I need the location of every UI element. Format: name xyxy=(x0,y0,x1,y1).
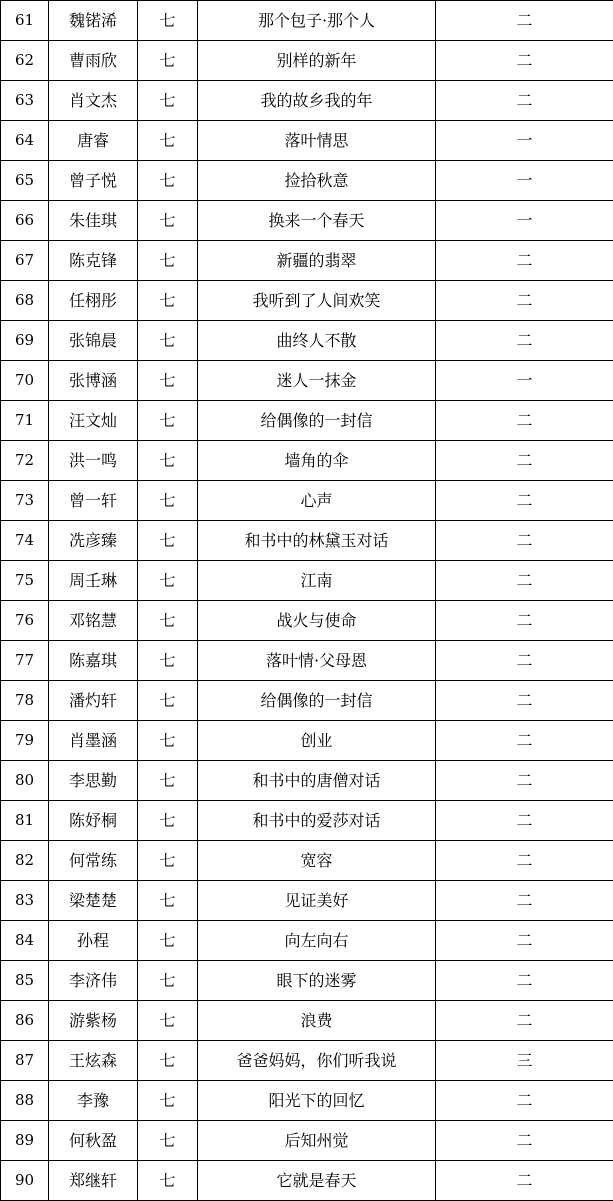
table-row xyxy=(1,961,613,1001)
cell-grade: 七 xyxy=(138,561,198,601)
cell-row-number: 89 xyxy=(1,1121,49,1161)
cell-row-number: 61 xyxy=(1,1,49,41)
cell-grade: 七 xyxy=(138,241,198,281)
cell-award: 一 xyxy=(436,121,613,161)
cell-row-number: 81 xyxy=(1,801,49,841)
cell-grade: 七 xyxy=(138,201,198,241)
cell-award: 二 xyxy=(436,81,613,121)
award-list-body xyxy=(1,1,613,1201)
cell-row-number: 74 xyxy=(1,521,49,561)
cell-award: 二 xyxy=(436,41,613,81)
cell-award: 二 xyxy=(436,441,613,481)
table-row xyxy=(1,201,613,241)
cell-award: 二 xyxy=(436,641,613,681)
cell-title: 我听到了人间欢笑 xyxy=(198,281,436,321)
cell-title: 战火与使命 xyxy=(198,601,436,641)
cell-award: 二 xyxy=(436,841,613,881)
cell-award: 二 xyxy=(436,1,613,41)
table-row xyxy=(1,1121,613,1161)
cell-title: 换来一个春天 xyxy=(198,201,436,241)
cell-name: 郑继轩 xyxy=(49,1161,138,1201)
cell-award: 二 xyxy=(436,1001,613,1041)
cell-title: 阳光下的回忆 xyxy=(198,1081,436,1121)
table-row xyxy=(1,681,613,721)
cell-name: 陈嘉琪 xyxy=(49,641,138,681)
cell-name: 朱佳琪 xyxy=(49,201,138,241)
cell-name: 曾子悦 xyxy=(49,161,138,201)
cell-grade: 七 xyxy=(138,361,198,401)
cell-title: 江南 xyxy=(198,561,436,601)
cell-row-number: 63 xyxy=(1,81,49,121)
cell-row-number: 67 xyxy=(1,241,49,281)
cell-award: 二 xyxy=(436,281,613,321)
cell-title: 给偶像的一封信 xyxy=(198,401,436,441)
cell-name: 何常练 xyxy=(49,841,138,881)
cell-row-number: 83 xyxy=(1,881,49,921)
cell-award: 一 xyxy=(436,161,613,201)
cell-name: 陈克锋 xyxy=(49,241,138,281)
table-row xyxy=(1,761,613,801)
cell-award: 二 xyxy=(436,721,613,761)
cell-award: 二 xyxy=(436,401,613,441)
table-row xyxy=(1,1041,613,1081)
table-row xyxy=(1,521,613,561)
cell-award: 二 xyxy=(436,681,613,721)
cell-award: 一 xyxy=(436,201,613,241)
cell-name: 梁楚楚 xyxy=(49,881,138,921)
cell-row-number: 82 xyxy=(1,841,49,881)
cell-name: 任栩彤 xyxy=(49,281,138,321)
cell-grade: 七 xyxy=(138,81,198,121)
cell-title: 我的故乡我的年 xyxy=(198,81,436,121)
cell-award: 二 xyxy=(436,1121,613,1161)
table-row xyxy=(1,441,613,481)
cell-title: 眼下的迷雾 xyxy=(198,961,436,1001)
cell-row-number: 90 xyxy=(1,1161,49,1201)
table-row xyxy=(1,1161,613,1201)
table-row xyxy=(1,481,613,521)
cell-award: 二 xyxy=(436,881,613,921)
cell-title: 浪费 xyxy=(198,1001,436,1041)
cell-title: 墙角的伞 xyxy=(198,441,436,481)
cell-award: 二 xyxy=(436,561,613,601)
table-row xyxy=(1,641,613,681)
cell-grade: 七 xyxy=(138,401,198,441)
cell-row-number: 68 xyxy=(1,281,49,321)
cell-name: 汪文灿 xyxy=(49,401,138,441)
cell-grade: 七 xyxy=(138,1161,198,1201)
cell-name: 张锦晨 xyxy=(49,321,138,361)
cell-grade: 七 xyxy=(138,481,198,521)
cell-award: 二 xyxy=(436,521,613,561)
cell-title: 爸爸妈妈，你们听我说 xyxy=(198,1041,436,1081)
cell-row-number: 85 xyxy=(1,961,49,1001)
cell-grade: 七 xyxy=(138,881,198,921)
cell-name: 魏锘浠 xyxy=(49,1,138,41)
cell-grade: 七 xyxy=(138,121,198,161)
table-row xyxy=(1,81,613,121)
cell-award: 二 xyxy=(436,921,613,961)
cell-row-number: 78 xyxy=(1,681,49,721)
cell-grade: 七 xyxy=(138,921,198,961)
cell-award: 二 xyxy=(436,801,613,841)
cell-row-number: 70 xyxy=(1,361,49,401)
cell-title: 捡拾秋意 xyxy=(198,161,436,201)
cell-title: 心声 xyxy=(198,481,436,521)
cell-name: 曹雨欣 xyxy=(49,41,138,81)
cell-name: 李济伟 xyxy=(49,961,138,1001)
cell-row-number: 66 xyxy=(1,201,49,241)
cell-row-number: 86 xyxy=(1,1001,49,1041)
cell-grade: 七 xyxy=(138,1081,198,1121)
cell-title: 曲终人不散 xyxy=(198,321,436,361)
cell-title: 和书中的唐僧对话 xyxy=(198,761,436,801)
cell-name: 曾一轩 xyxy=(49,481,138,521)
cell-name: 李思勤 xyxy=(49,761,138,801)
cell-grade: 七 xyxy=(138,1001,198,1041)
cell-grade: 七 xyxy=(138,761,198,801)
cell-grade: 七 xyxy=(138,521,198,561)
table-row xyxy=(1,1081,613,1121)
cell-grade: 七 xyxy=(138,1041,198,1081)
cell-award: 二 xyxy=(436,601,613,641)
cell-title: 那个包子·那个人 xyxy=(198,1,436,41)
cell-title: 给偶像的一封信 xyxy=(198,681,436,721)
cell-name: 王炫森 xyxy=(49,1041,138,1081)
table-row xyxy=(1,1,613,41)
table-row xyxy=(1,401,613,441)
cell-row-number: 65 xyxy=(1,161,49,201)
cell-row-number: 64 xyxy=(1,121,49,161)
cell-award: 二 xyxy=(436,241,613,281)
table-row xyxy=(1,161,613,201)
table-row xyxy=(1,321,613,361)
cell-grade: 七 xyxy=(138,641,198,681)
cell-row-number: 87 xyxy=(1,1041,49,1081)
cell-row-number: 62 xyxy=(1,41,49,81)
cell-row-number: 80 xyxy=(1,761,49,801)
cell-title: 创业 xyxy=(198,721,436,761)
cell-name: 何秋盈 xyxy=(49,1121,138,1161)
cell-row-number: 76 xyxy=(1,601,49,641)
cell-title: 落叶情·父母恩 xyxy=(198,641,436,681)
cell-grade: 七 xyxy=(138,1,198,41)
cell-grade: 七 xyxy=(138,1121,198,1161)
cell-title: 别样的新年 xyxy=(198,41,436,81)
cell-name: 张博涵 xyxy=(49,361,138,401)
cell-award: 一 xyxy=(436,361,613,401)
cell-name: 陈妤桐 xyxy=(49,801,138,841)
cell-title: 见证美好 xyxy=(198,881,436,921)
cell-grade: 七 xyxy=(138,601,198,641)
cell-row-number: 77 xyxy=(1,641,49,681)
cell-name: 邓铭慧 xyxy=(49,601,138,641)
cell-title: 落叶情思 xyxy=(198,121,436,161)
cell-row-number: 73 xyxy=(1,481,49,521)
table-row xyxy=(1,601,613,641)
cell-award: 二 xyxy=(436,761,613,801)
table-row xyxy=(1,841,613,881)
cell-name: 游紫杨 xyxy=(49,1001,138,1041)
table-row xyxy=(1,881,613,921)
cell-title: 后知州觉 xyxy=(198,1121,436,1161)
cell-name: 洪一鸣 xyxy=(49,441,138,481)
cell-name: 潘灼轩 xyxy=(49,681,138,721)
cell-grade: 七 xyxy=(138,961,198,1001)
cell-award: 三 xyxy=(436,1041,613,1081)
cell-name: 李豫 xyxy=(49,1081,138,1121)
table-row xyxy=(1,241,613,281)
cell-grade: 七 xyxy=(138,681,198,721)
cell-title: 新疆的翡翠 xyxy=(198,241,436,281)
cell-name: 周壬琳 xyxy=(49,561,138,601)
cell-name: 冼彦臻 xyxy=(49,521,138,561)
cell-name: 肖墨涵 xyxy=(49,721,138,761)
cell-title: 宽容 xyxy=(198,841,436,881)
cell-grade: 七 xyxy=(138,41,198,81)
table-row xyxy=(1,121,613,161)
cell-title: 迷人一抹金 xyxy=(198,361,436,401)
cell-row-number: 84 xyxy=(1,921,49,961)
cell-row-number: 72 xyxy=(1,441,49,481)
cell-title: 和书中的爱莎对话 xyxy=(198,801,436,841)
table-row xyxy=(1,41,613,81)
table-row xyxy=(1,721,613,761)
cell-grade: 七 xyxy=(138,441,198,481)
cell-grade: 七 xyxy=(138,281,198,321)
cell-name: 唐睿 xyxy=(49,121,138,161)
table-row xyxy=(1,1001,613,1041)
cell-row-number: 79 xyxy=(1,721,49,761)
cell-row-number: 88 xyxy=(1,1081,49,1121)
cell-title: 向左向右 xyxy=(198,921,436,961)
cell-title: 和书中的林黛玉对话 xyxy=(198,521,436,561)
cell-award: 二 xyxy=(436,961,613,1001)
cell-grade: 七 xyxy=(138,721,198,761)
cell-row-number: 75 xyxy=(1,561,49,601)
table-row xyxy=(1,281,613,321)
cell-row-number: 71 xyxy=(1,401,49,441)
table-row xyxy=(1,801,613,841)
cell-award: 二 xyxy=(436,1081,613,1121)
table-row xyxy=(1,361,613,401)
cell-grade: 七 xyxy=(138,801,198,841)
table-row xyxy=(1,561,613,601)
table-row xyxy=(1,921,613,961)
cell-name: 肖文杰 xyxy=(49,81,138,121)
cell-title: 它就是春天 xyxy=(198,1161,436,1201)
cell-grade: 七 xyxy=(138,161,198,201)
cell-award: 二 xyxy=(436,1161,613,1201)
cell-award: 二 xyxy=(436,321,613,361)
cell-row-number: 69 xyxy=(1,321,49,361)
cell-name: 孙程 xyxy=(49,921,138,961)
cell-grade: 七 xyxy=(138,841,198,881)
cell-grade: 七 xyxy=(138,321,198,361)
cell-award: 二 xyxy=(436,481,613,521)
